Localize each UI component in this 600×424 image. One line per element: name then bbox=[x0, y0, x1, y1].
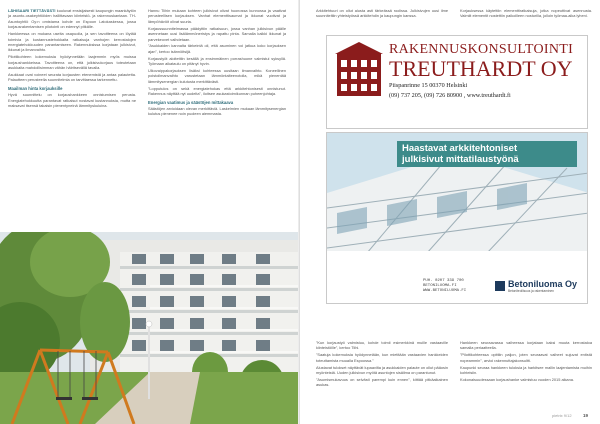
paragraph: "Pilottikohteessa opittiin paljon, joten seuraavat vaiheet sujuvat entistä nopeammin", arvioi rakennuttajakonsultti. bbox=[460, 352, 592, 363]
paragraph: "Asumismukavuus on selvästi parempi kuin ennen", kiittää pitkäaikainen asukas. bbox=[316, 376, 448, 388]
left-column-1 bbox=[8, 8, 136, 226]
paragraph: Kokonaisuudessaan korjaushanke valmistuu vuoden 2015 aikana. bbox=[460, 376, 574, 382]
paragraph: "Kun korjaustyö valmistuu, kohde toimii esimerkkinä muille vastaaville kiinteistöille", kertoo Tiihi. bbox=[316, 340, 448, 351]
paragraph: Korjaustyöt aloitettiin kesällä ja ensimmäinen porrashuone valmistui syksyllä. Työmaan aikataulu on pitänyt hyvin. bbox=[148, 55, 286, 67]
ad-brand-name: Betoniluoma Oy bbox=[508, 279, 578, 289]
lead-in: LÄHISAARI TIETTÄVÄSTI bbox=[8, 8, 56, 13]
treuthardt-ad bbox=[326, 35, 588, 129]
right-column-3 bbox=[316, 340, 448, 420]
paragraph: Arkkitehtuuri on ollut alusta asti tärkeässä roolissa. Julkisivujen uusi ilme suunniteltiin yhteistyössä arkkitehdin ja kaupungin kanssa. bbox=[316, 8, 448, 19]
paragraph: Hankkeessa on mukana useita osapuolia, ja sen tavoitteena on löytää toimivia ja kustannustehokkaita ratkaisuja vanhojen kerrostalojen energiatehokkuuden parantamiseen. Rakennuksissa korjataan julkisivut, ikkunat ja ilmanvaihto. bbox=[8, 31, 136, 53]
paragraph: Hyvä suunnittelu on korjaushankkeen onnistumisen perusta. Energiatehokkuutta parantavat ratkaisut nostavat kustannuksia, mutta ne maksavat itsensä takaisin pienentyneinä lämmityskuluina. bbox=[8, 92, 136, 108]
right-column-1 bbox=[316, 8, 448, 32]
betoniluoma-ad bbox=[326, 132, 588, 304]
paragraph: Kaupunki seuraa hankkeen tuloksia ja harkitsee mallin laajentamista muihin kohteisiin. bbox=[460, 364, 592, 376]
paragraph: "Lopputulos on sekä energiatehokas että arkkitehtonisesti onnistunut. Rakennus näyttää nyt uudelta", iloitsee asukastoimikunnan puheenjohtaja. bbox=[148, 85, 286, 97]
ad-title-line-1: RAKENNUSKONSULTOINTI bbox=[389, 42, 574, 57]
right-column-2 bbox=[460, 8, 592, 32]
paragraph: Ulkovaippakorjauksen lisäksi kohteessa uusitaan ilmanvaihto. Koneellinen poistoilmanvaihto varustetaan lämmöntalteenotolla, mikä pienentää lämmitysenergian kulutusta merkittävästi. bbox=[148, 68, 286, 84]
ad-contact-line: WWW.BETONILUOMA.FI bbox=[423, 289, 467, 293]
ad-title-line-2: TREUTHARDT OY bbox=[389, 56, 573, 81]
paragraph: Asukkaat ovat voineet seurata korjausten etenemistä ja antaa palautetta. Palautteen perusteella suunnitelmia on tarvittaessa tarkennettu. bbox=[8, 71, 136, 83]
ad-headline-1: Haastavat arkkitehtoniset bbox=[402, 143, 518, 154]
paragraph: Hannu Tiihin mukaan kohteen julkisivut olivat huonossa kunnossa ja vaativat perusteellisen korjauksen. Vanhat elementtisaumat ja ikkunat vuotivat ja lämpöhäviöt olivat suuria. bbox=[148, 8, 286, 24]
ad-contact-line: BETONILUOMA.FI bbox=[423, 284, 457, 288]
paragraph: Hankkeen seuraavassa vaiheessa korjataan kaksi muuta kerrostaloa samalla periaatteella. bbox=[460, 340, 592, 351]
ad-headline-2: julkisivut mittatilaustyönä bbox=[402, 154, 519, 165]
ad-phones: (09) 737 205, (09) 726 80900 , www.treuthardt.fi bbox=[389, 92, 511, 99]
paragraph: kuuluvat ensisijaisesti kaupungin maankäytön ja asunto-osakeyhtiöiden hallittavaan kiinteistö- ja rakennuskantaan. TH-Asuntoyhtiö Oy:n omistama kohde on Espoon Latokaskessa, jossa korjausrakentamisen pilotointi on edennyt pitkälle. bbox=[8, 8, 136, 30]
section-heading: Energian vaatimus ja säästöjen mittakaava bbox=[148, 99, 234, 105]
section-heading: Maailman hinta korjauksille bbox=[8, 85, 63, 91]
ad-contact-line: PUH. 0207 339 700 bbox=[423, 279, 464, 283]
brand-mark-icon bbox=[495, 281, 505, 291]
paragraph: Korjauksessa käytettiin elementtiratkaisuja, jotka nopeuttivat asennusta. Valmiit elementit nostettiin paikoilleen nosturilla, jolloin työmaa-aika lyheni. bbox=[460, 8, 592, 19]
paragraph: Pilottikohteen kokemuksia hyödynnetään laajemmin myös muissa korjaushankkeissa. Tavoitteena on, että julkisivukorjaus toteutetaan asukkaita mahdollisimman vähän häiritsevällä tavalla. bbox=[8, 54, 136, 71]
paragraph: Korjaussuunnitelmassa päädyttiin ratkaisuun, jossa vanhan julkisivun päälle asennetaan uusi lisälämmöneristys ja rapattu pinta. Samalla kaikki ikkunat ja parvekeovet vaihdetaan. bbox=[148, 25, 286, 42]
paragraph: Säästöjen arvioidaan olevan merkittäviä. Laskelmien mukaan lämmitysenergian kulutus pienenee noin puoleen aiemmasta. bbox=[148, 106, 286, 117]
right-column-4 bbox=[460, 340, 592, 420]
issue-label: pietrix 9/12 bbox=[552, 413, 572, 418]
building-photo bbox=[0, 232, 298, 424]
ad-headline-box bbox=[397, 141, 577, 167]
ad-brand-sub: Betoniteollisuus ja rakentaminen bbox=[508, 289, 554, 293]
ad-address: Piispanrinne 15 00370 Helsinki bbox=[389, 82, 468, 89]
ad-contact bbox=[423, 279, 466, 294]
paragraph: Alustavat tulokset näyttävät lupaavilta ja asukkaiden palaute on ollut pääosin myönteistä. Uuden julkisivun myötä asuntojen sisäilma on parantunut. bbox=[316, 364, 448, 376]
left-column-2 bbox=[148, 8, 286, 226]
betoniluoma-logo bbox=[495, 279, 577, 293]
paragraph: "Asukkaiden kannalta tärkeintä oli, että asuminen voi jatkua koko korjauksen ajan", kertoo isännöitsijä. bbox=[148, 43, 286, 54]
page-number: 19 bbox=[583, 413, 589, 418]
paragraph: "Saatuja kokemuksia hyödynnetään, kun mietitään vastaavien hankkeiden toteuttamista muualla Espoossa." bbox=[316, 352, 448, 363]
